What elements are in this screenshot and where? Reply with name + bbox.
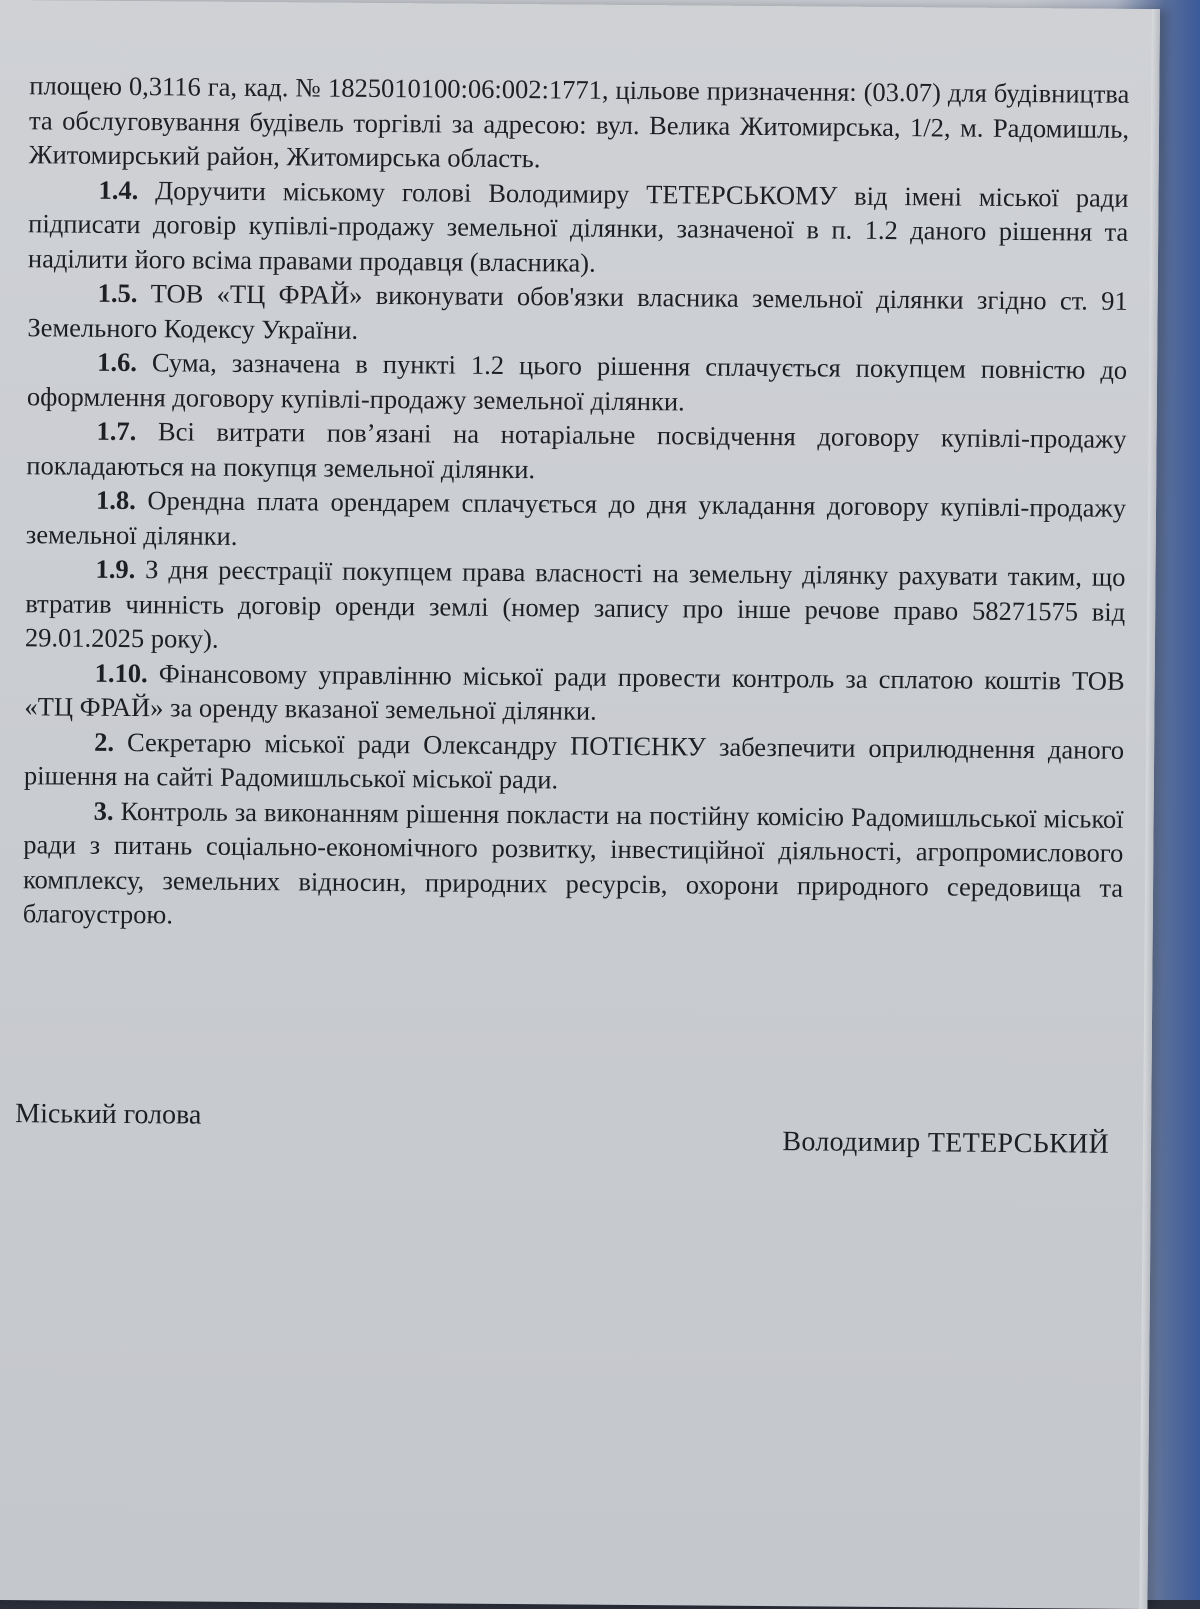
paragraph-1-9 <box>25 551 1126 663</box>
paragraph-text: Всі витрати пов’язані на нотаріальне посвідчення договору купівлі-продажу покладаються на покупця земельної ділянки. <box>26 416 1126 484</box>
signature-block <box>15 1098 1136 1187</box>
paragraph-text: Сума, зазначена в пункті 1.2 цього рішення сплачується покупцем повністю до оформлення договору купівлі-продажу земельної ділянки. <box>27 347 1127 416</box>
document-body <box>23 68 1130 939</box>
paragraph-1-8 <box>26 482 1127 560</box>
paragraph-2 <box>24 724 1125 802</box>
paragraph-text: Секретарю міської ради Олександру ПОТІЄНКУ забезпечити оприлюднення даного рішення на сайті Радомишльської міської ради. <box>24 726 1124 794</box>
paragraph-1-5 <box>27 275 1128 353</box>
signature-title: Міський голова <box>15 1098 201 1131</box>
paragraph-number: 1.4. <box>98 174 138 204</box>
paragraph-text: Фінансовому управлінню міської ради провести контроль за сплатою коштів ТОВ «ТЦ ФРАЙ» за оренду вказаної земельної ділянки. <box>24 658 1124 726</box>
paragraph-text: Доручити міському голові Володимиру ТЕТЕРСЬКОМУ від імені міської ради підписати договір купівлі-продажу земельної ділянки, зазначеної в п. 1.2 даного рішення та наділити його всіма правами продавця (власника). <box>28 175 1129 278</box>
paragraph-number: 1.9. <box>95 554 135 584</box>
paragraph-3 <box>23 793 1124 940</box>
paragraph-number: 1.10. <box>95 657 148 687</box>
paragraph-text: Орендна плата орендарем сплачується до дня укладання договору купівлі-продажу земельної ділянки. <box>26 485 1126 550</box>
paragraph-1-4 <box>28 172 1129 284</box>
paragraph-number: 1.7. <box>97 416 137 446</box>
paragraph-1-6 <box>27 344 1128 422</box>
paragraph-text: З дня реєстрації покупцем права власності на земельну ділянку рахувати таким, що втратив чинність договір оренди землі (номер запису про інше речове право 58271575 від 29.01.2025 року). <box>25 554 1126 654</box>
paragraph-number: 1.6. <box>97 347 137 377</box>
paragraph-text: ТОВ «ТЦ ФРАЙ» виконувати обов'язки власника земельної ділянки згідно ст. 91 Земельного Кодексу України. <box>27 278 1127 344</box>
paragraph-number: 1.5. <box>98 278 138 308</box>
paragraph-number: 1.8. <box>96 485 136 515</box>
paragraph-text: Контроль за виконанням рішення покласти на постійну комісію Радомишльської міської ради з питань соціально-економічного розвитку, інвестиційної діяльності, агропромислового комплексу, земельних відносин, природних ресурсів, охорони природного середовища та благоустрою. <box>23 795 1124 929</box>
paragraph-text: площею 0,3116 га, кад. № 1825010100:06:002:1771, цільове призначення: (03.07) для будівництва та обслуговування будівель торгівлі за адресою: вул. Велика Житомирська, 1/2, м. Радомишль, Житомирський район, Житомирська область. <box>29 70 1130 173</box>
paragraph-1-10 <box>24 655 1125 733</box>
paragraph-continuation <box>29 68 1130 180</box>
paragraph-1-7 <box>26 413 1127 491</box>
signature-name: Володимир ТЕТЕРСЬКИЙ <box>782 1126 1109 1161</box>
paragraph-number: 2. <box>94 726 114 756</box>
paragraph-number: 3. <box>94 795 114 825</box>
